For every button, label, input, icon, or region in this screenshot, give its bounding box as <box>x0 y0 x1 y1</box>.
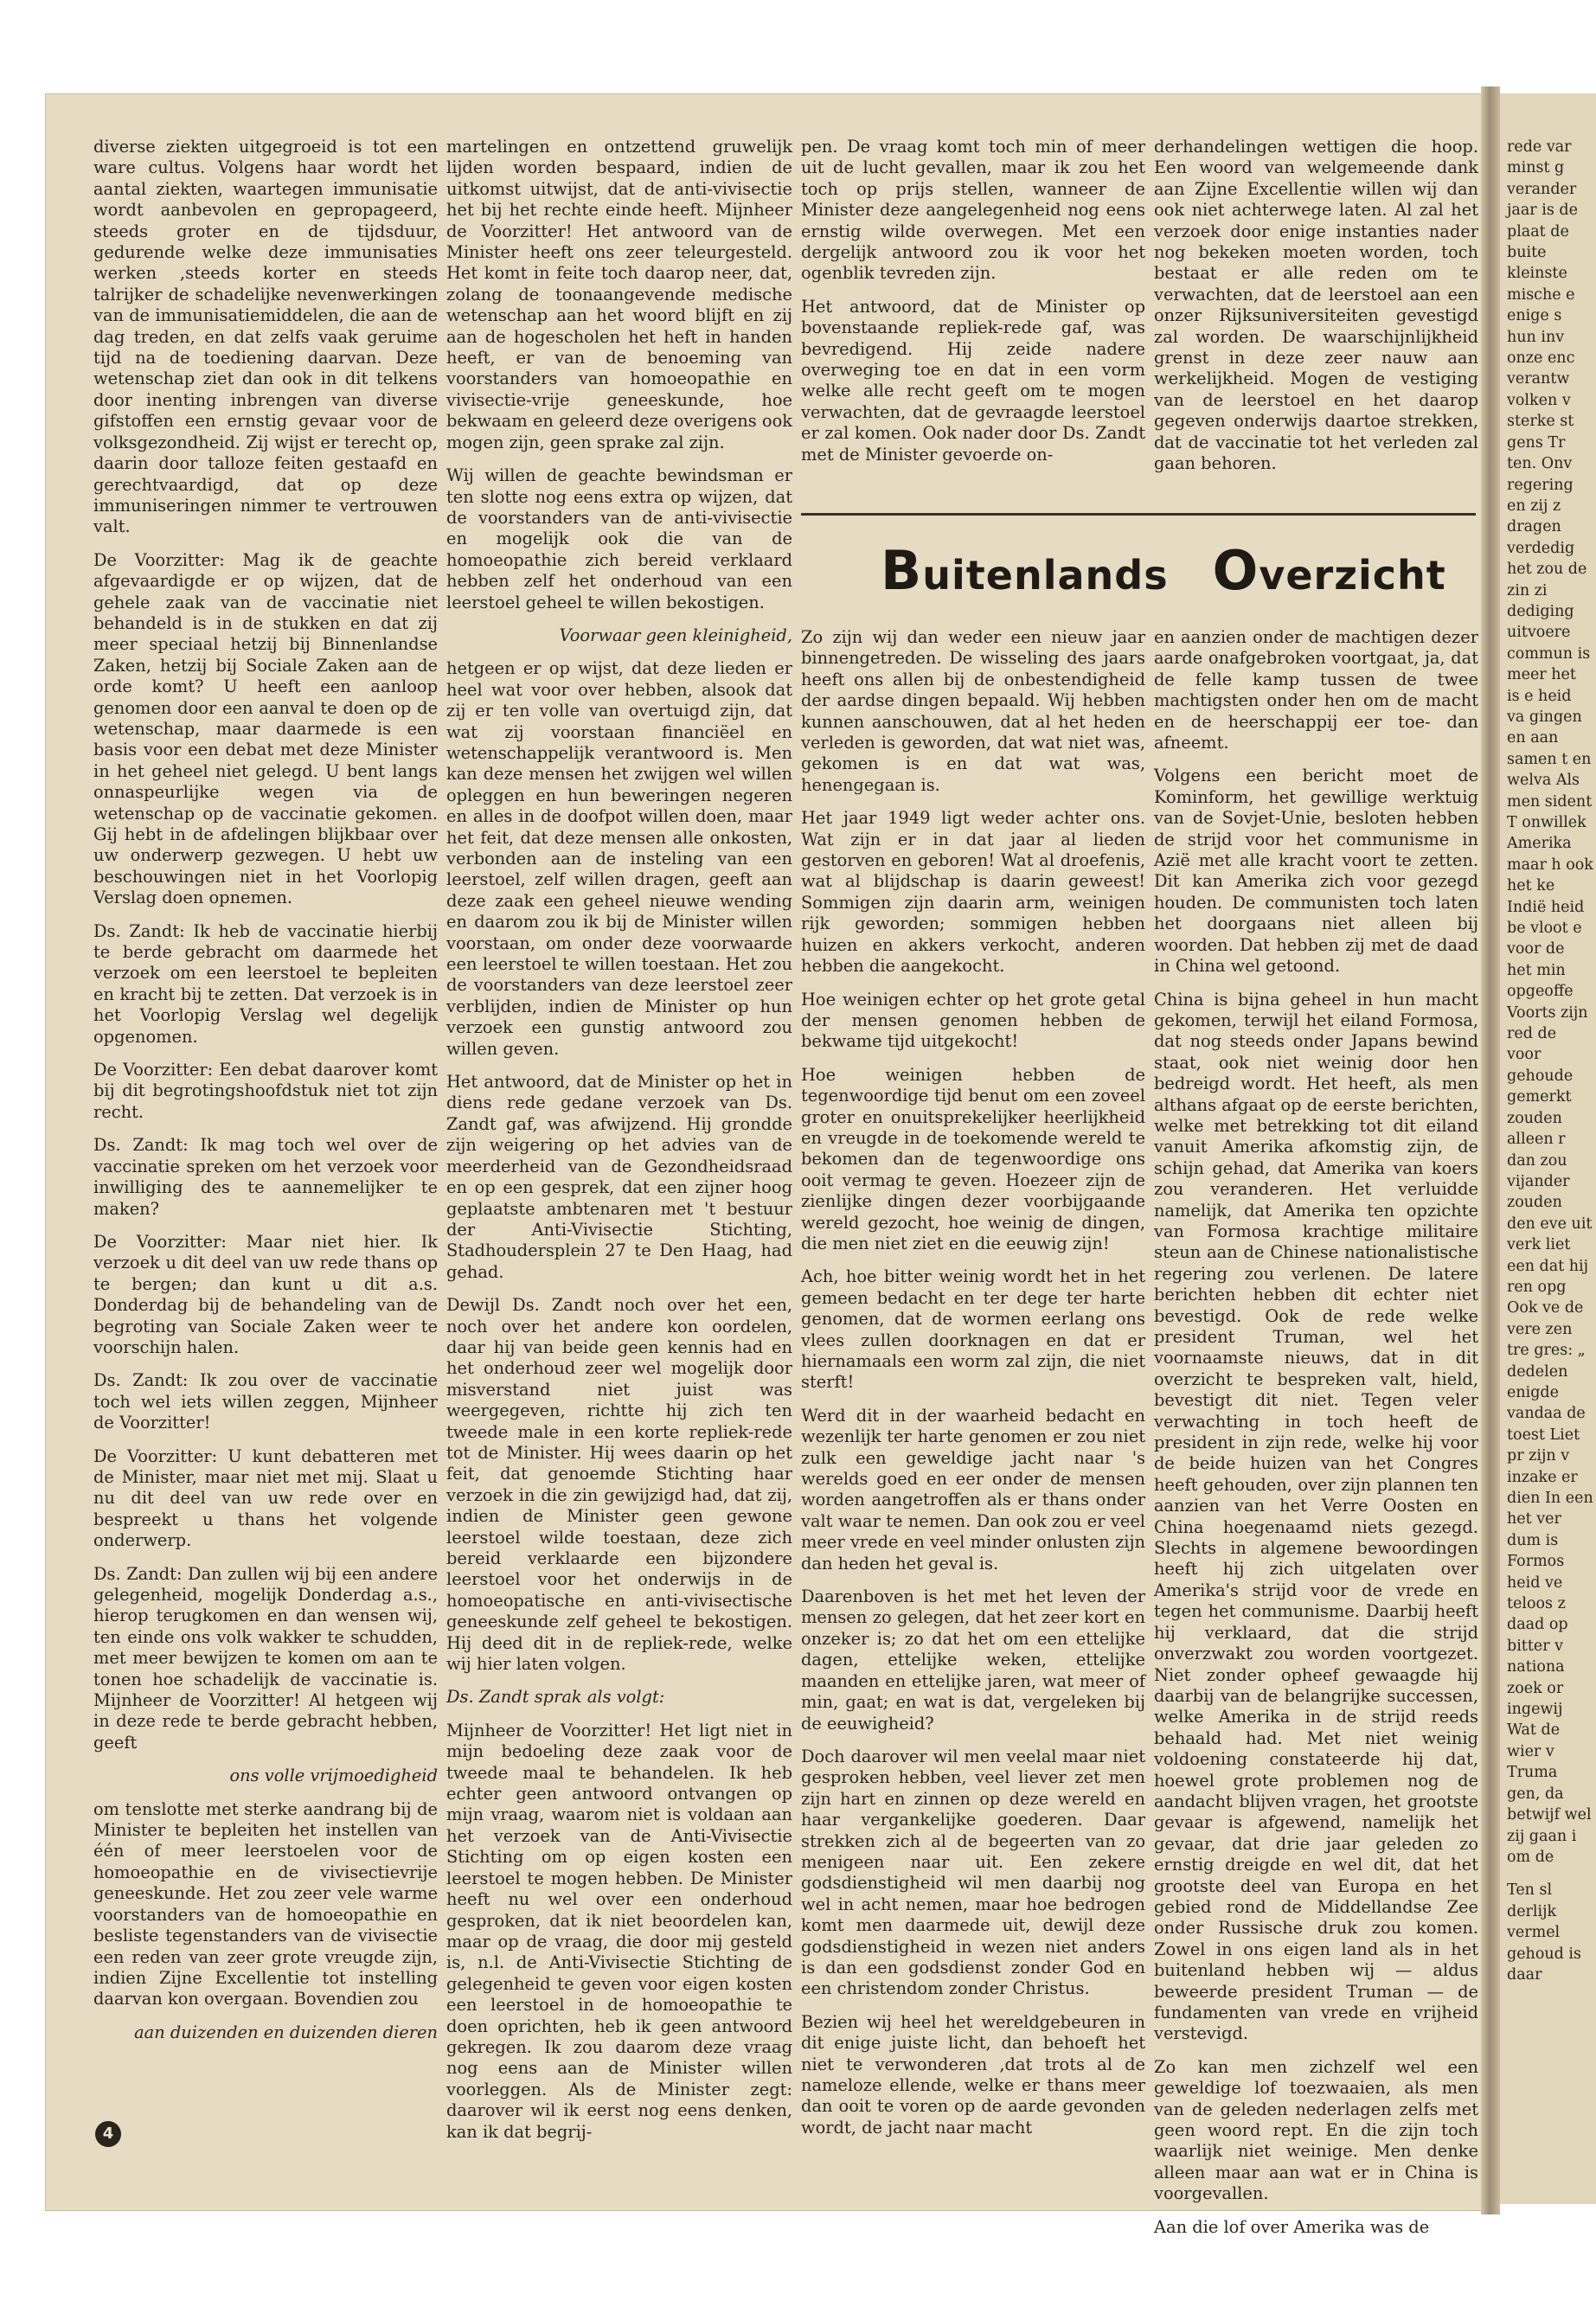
paragraph: Hoe weinigen hebben de tegenwoordige tijd benut om een zoveel groter en onuitsprekelijker heerlijkheid en vreugde in de toekomende wereld te bekomen dan de tegenwoordige ons ooit vermag te geven. Hoezeer zijn de zienlijke dingen dezer voorbijgaande wereld gezocht, hoe weinig de dingen, die men niet ziet en die eeuwig zijn! <box>801 1064 1145 1253</box>
paragraph: Ds. Zandt: Ik mag toch wel over de vaccinatie spreken om het verzoek voor inwilliging des te aannemelijker te maken? <box>93 1135 438 1219</box>
paragraph: martelingen en ontzettend gruwelijk lijden worden bespaard, indien de uitkomst uitwijst, dat de anti-vivisectie het bij het rechte einde heeft. Mijnheer de Voorzitter! Het antwoord van de Minister heeft ons zeer teleurgesteld. Het komt in feite toch daarop neer, dat, zolang de toonaangevende medische wetenschap aan het woord blijft en zij aan de hogescholen het heft in handen heeft, er van de benoeming van voorstanders van homoeopathie en vivisectie-vrije geneeskunde, hoe bekwaam en geleerd deze overigens ook mogen zijn, geen sprake zal zijn. <box>446 137 792 452</box>
section-rule <box>801 513 1476 516</box>
paragraph: Doch daarover wil men veelal maar niet gesproken hebben, veel liever zet men zijn hart en zinnen op deze wereld en haar vergankelijke goederen. Daar strekken zich al de begeerten van zo menigeen naar uit. Een zekere godsdienstigheid wil men daarbij nog wel in acht nemen, maar hoe bedrogen komt men daarmede uit, dewijl deze godsdienstigheid in wezen niet anders is dan een godsdienst zonder God en een christendom zonder Christus. <box>801 1746 1145 1999</box>
paragraph: Ds. Zandt: Ik zou over de vaccinatie toch wel iets willen zeggen, Mijnheer de Voorzitter! <box>93 1370 438 1433</box>
paragraph: Zo zijn wij dan weder een nieuw jaar binnengetreden. De wisseling des jaars heeft ons allen bij de onbestendigheid der aardse dingen bepaald. Wij hebben kunnen aanschouwen, dat al het heden verleden is geworden, dat wat niet was, gekomen is en dat wat was, henengegaan is. <box>801 627 1145 795</box>
paragraph: Ten sl derlijk vermel gehoud is daar <box>1507 1881 1581 1984</box>
paragraph: De Voorzitter: Mag ik de geachte afgevaardigde er op wijzen, dat de gehele zaak van de vaccinatie niet behandeld is in de stukken en dat zij meer speciaal hetzij bij Binnenlandse Zaken, hetzij bij Sociale Zaken aan de orde komt? U heeft een aanloop genomen door een aanval te doen op de wetenschap, maar daarmede is een basis voor een debat met deze Minister in het geheel niet gelegd. U bent langs onnaspeurlijke wegen via de wetenschap op de vaccinatie gekomen. Gij hebt in de afdelingen blijkbaar over uw onderwerp gezwegen. U hebt uw beschouwingen niet in het Voorlopig Verslag doen opnemen. <box>93 549 438 908</box>
paragraph: Ach, hoe bitter weinig wordt het in het gemeen bedacht en ter dege ter harte genomen, dat de wormen eerlang ons vlees zullen doorknagen en dat er hiernamaals een worm zal zijn, die niet sterft! <box>801 1266 1145 1393</box>
subheading: aan duizenden en duizenden dieren <box>134 2022 438 2042</box>
paragraph: Hoe weinigen echter op het grote getal der mensen genomen hebben de bekwame tijd uitgekocht! <box>801 989 1145 1052</box>
paragraph: Ds. Zandt sprak als volgt: <box>446 1687 665 1708</box>
paragraph: Wij willen de geachte bewindsman er ten slotte nog eens extra op wijzen, dat de voorstanders van de anti-vivisectie en mogelijk ook die van de homoeopathie zich bereid verklaard hebben zelf het onderhoud van een leerstoel geheel te willen bekostigen. <box>446 465 792 612</box>
paragraph: China is bijna geheel in hun macht gekomen, terwijl het eiland Formosa, dat nog steeds onder Japans bewind staat, ook niet weinig door hen bedreigd wordt. Het heeft, als men althans afgaat op de eerste berichten, welke met betrekking tot dit eiland vanuit Amerika afkomstig zijn, de schijn gehad, dat Amerika van koers zou veranderen. Het verluidde namelijk, dat Amerika ten opzichte van Formosa krachtige militaire steun aan de Chinese nationalistische regering zou verlenen. De latere berichten hebben dit echter niet bevestigd. Ook de rede welke president Truman, wel het voornaamste nieuws, dat in dit overzicht te bespreken valt, hield, bevestigt dit niet. Tegen veler verwachting in toch heeft de president in zijn rede, welke hij voor de beide huizen van het Congres heeft gehouden, over zijn plannen ten aanzien van het Verre Oosten en China hoegenaamd niets gezegd. Slechts in algemene bewoordingen heeft hij zich uitgelaten over Amerika's strijd voor de vrede en tegen het communisme. Daarbij heeft hij verklaard, dat die strijd onverzwakt zou worden voortgezet. Niet zonder opheef gewaagde hij daarbij van de belangrijke successen, welke Amerika in de strijd reeds behaald had. Met niet weinig voldoening constateerde hij dat, hoewel grote problemen nog de aandacht blijven vragen, het grootste gevaar is afgewend, namelijk het gevaar, dat drie jaar geleden zo ernstig dreigde en wel dit, dat het grootste deel van Europa en het gebied rond de Middellandse Zee onder Russische druk zou komen. Zowel in ons eigen land als in het buitenland hebben wij — aldus beweerde president Truman — de fundamenten van vrede en vrijheid verstevigd. <box>1154 989 1478 2044</box>
section-heading: Buitenlands Overzicht <box>881 539 1446 602</box>
paragraph: Volgens een bericht moet de Kominform, het gewillige werktuig van de Sovjet-Unie, besloten hebben de strijd voor het communisme in Azië met alle kracht voort te zetten. Dit kan Amerika zich voor gezegd houden. De communisten toch laten het doorgaans niet alleen bij woorden. Dat hebben zij met de daad in China wel getoond. <box>1154 766 1478 977</box>
paragraph: rede var minst g verander jaar is de plaat de buite kleinste mische e enige s hun inv onze enc verantw volken v sterke st gens Tr ten. Onv regering en zij z dragen verdedig het zou de zin zi dediging uitvoere commun is meer het is e heid va gingen en aan samen t en welva Als men sident T onwillek Amerika maar h ook het ke Indië heid be vloot e voor de het min opgeoffe Voorts zijn red de voor gehoude gemerkt zouden alleen r dan zou vijander zouden den eve uit verk liet een dat hij ren opg Ook ve de vere zen tre gres: „ dedelen enigde vandaa de toest Liet pr zijn v inzake er dien In een het ver dum is Formos heid ve teloos z daad op bitter v nationa zoek or ingewij Wat de wier v Truma gen, da betwijf wel zij gaan i om de <box>1507 138 1593 1866</box>
column-5-cutoff <box>1507 137 1593 2170</box>
paragraph: Mijnheer de Voorzitter! Het ligt niet in mijn bedoeling deze zaak voor de tweede maal te behandelen. Ik heb echter geen antwoord ontvangen op mijn vraag, waarom niet is voldaan aan het verzoek van de Anti-Vivisectie Stichting om op eigen kosten een leerstoel te mogen hebben. De Minister heeft nu wel over een onderhoud gesproken, dat ik niet beoordelen kan, maar op de vraag, die door mij gesteld is, n.l. de Anti-Vivisectie Stichting de gelegenheid te geven voor eigen kosten een leerstoel in de homoeopathie te doen oprichten, heb ik geen antwoord gekregen. Ik zou daarom deze vraag nog eens aan de Minister willen voorleggen. Als de Minister zegt: daarover wil ik eerst nog eens denken, kan ik dat begrij- <box>446 1720 792 2142</box>
paragraph: diverse ziekten uitgegroeid is tot een ware cultus. Volgens haar wordt het aantal ziekten, waartegen immunisatie wordt aanbevolen en gepropageerd, steeds groter en de tijdsduur, gedurende welke deze immunisaties werken ,steeds korter en steeds talrijker de schadelijke nevenwerkingen van de immunisatiemiddelen, die aan de dag treden, en dat zelfs vaak geruime tijd na de toediening daarvan. Deze wetenschap ziet dan ook in dit telkens door inenting inbrengen van diverse gifstoffen een ernstig gevaar voor de volksgezondheid. Zij wijst er terecht op, daarin door talloze feiten gestaafd en gerechtvaardigd, dat op deze immuniseringen nimmer te vertrouwen valt. <box>93 137 438 537</box>
paragraph: Ds. Zandt: Dan zullen wij bij een andere gelegenheid, mogelijk Donderdag a.s., hierop terugkomen en dan wensen wij, ten einde ons volk wakker te schudden, met meer bewijzen te komen om aan te tonen hoe schadelijk de vaccinatie is. Mijnheer de Voorzitter! Al hetgeen wij in deze rede te berde gebracht hebben, geeft <box>93 1563 438 1753</box>
paragraph: Het antwoord, dat de Minister op het in diens rede gedane verzoek van Ds. Zandt gaf, was afwijzend. Hij grondde zijn weigering op het advies van de meerderheid van de Gezondheidsraad en op een gesprek, dat een zijner hoog geplaatste ambtenaren met 't bestuur der Anti-Vivisectie Stichting, Stadhoudersplein 27 te Den Haag, had gehad. <box>446 1072 792 1282</box>
paragraph: Dewijl Ds. Zandt noch over het een, noch over het andere kon oordelen, daar hij van beide geen kennis had en het onderhoud zeer wel mogelijk door misverstand niet juist was weergegeven, richtte hij zich ten tweede male in een korte repliek-rede tot de Minister. Hij wees daarin op het feit, dat genoemde Stichting haar verzoek in die zin gewijzigd had, dat zij, indien de Minister geen gewone leerstoel wilde toestaan, deze zich bereid verklaarde een bijzondere leerstoel voor het onderwijs in de homoeopatische en anti-vivisectische geneeskunde zelf geheel te bekostigen. Hij deed dit in de repliek-rede, welke wij hier laten volgen. <box>446 1295 792 1675</box>
paragraph: Bezien wij heel het wereldgebeuren in dit enige juiste licht, dan behoeft het niet te verwonderen ,dat trots al de nameloze ellende, welke er thans meer dan ooit te voren op de aarde gevonden wordt, de jacht naar macht <box>801 2011 1145 2138</box>
paragraph: pen. De vraag komt toch min of meer uit de lucht gevallen, maar ik zou het toch op prijs stellen, wanneer de Minister deze aangelegenheid nog eens ernstig wilde overwegen. Met een dergelijk antwoord zou ik voor het ogenblik tevreden zijn. <box>801 137 1145 284</box>
paragraph: Daarenboven is het met het leven der mensen zo gelegen, dat het zeer kort en onzeker is; zo dat het om een ettelijke dagen, ettelijke weken, ettelijke maanden en ettelijke jaren, wat meer of min, gaat; en wat is dat, vergeleken bij de eeuwigheid? <box>801 1586 1145 1734</box>
paragraph: Zo kan men zichzelf wel een geweldige lof toezwaaien, als men van de geleden nederlagen zelfs met geen woord rept. En die zijn toch waarlijk niet weinige. Men denke alleen maar aan wat er in China is voorgevallen. <box>1154 2056 1478 2204</box>
paragraph: en aanzien onder de machtigen dezer aarde onafgebroken voortgaat, ja, dat de felle kamp tussen de twee machtigsten onder hen om de macht en de heerschappij eer toe- dan afneemt. <box>1154 627 1478 753</box>
subheading: Voorwaar geen kleinigheid, <box>559 625 792 645</box>
paragraph: hetgeen er op wijst, dat deze lieden er heel wat voor over hebben, alsook dat zij er ten volle van overtuigd zijn, dat wat zij voorstaan financiëel en wetenschappelijk verantwoord is. Men kan deze mensen het zwijgen wel willen opleggen en hun beweringen negeren en alles in de doofpot willen doen, maar het feit, dat deze mensen alle onkosten, verbonden aan de insteling van een leerstoel, zelf willen dragen, geeft aan deze zaak een geheel nieuwe wending en daarom zou ik bij de Minister willen voorstaan, om onder deze voorwaarde een leerstoel te willen toestaan. Het zou de voorstanders van deze leerstoel zeer verblijden, indien de Minister op hun verzoek een gunstig antwoord zou willen geven. <box>446 658 792 1059</box>
paragraph: Het antwoord, dat de Minister op bovenstaande repliek-rede gaf, was bevredigend. Hij zeide nadere overweging toe en dat in een vorm welke alle recht geeft om te mogen verwachten, dat de gevraagde leerstoel er zal komen. Ook nader door Ds. Zandt met de Minister gevoerde on- <box>801 296 1145 465</box>
column-3-bottom <box>801 627 1145 2138</box>
column-4-top <box>1154 137 1478 526</box>
paragraph: Het jaar 1949 ligt weder achter ons. Wat zijn er in dat jaar al lieden gestorven en geboren! Wat al droefenis, wat al blijdschap is daarin geweest! Sommigen zijn daarin arm, weinigen rijk geworden; sommigen hebben huizen en akkers verkocht, anderen hebben die aangekocht. <box>801 808 1145 977</box>
paragraph: De Voorzitter: Een debat daarover komt bij dit begrotingshoofdstuk niet tot zijn recht. <box>93 1060 438 1122</box>
column-3-top <box>801 137 1145 526</box>
column-4-bottom <box>1154 627 1478 2237</box>
paragraph: om tenslotte met sterke aandrang bij de Minister te bepleiten het instellen van één of meer leerstoelen voor de homoeopathie en de vivisectievrije geneeskunde. Het zou zeer vele warme voorstanders van de homoeopathie en besliste tegenstanders van de vivisectie een reden van zeer grote vreugde zijn, indien Zijne Excellentie tot instelling daarvan kon overgaan. Bovendien zou <box>93 1798 438 2009</box>
page-number: 4 <box>95 2121 121 2147</box>
paragraph: Werd dit in der waarheid bedacht en wezenlijk ter harte genomen er zou niet zulk een geweldige jacht naar 's werelds goed en eer onder de mensen worden aangetroffen als er thans onder valt waar te nemen. Dan ook zou er veel meer vrede en veel minder onlusten zijn dan heden het geval is. <box>801 1405 1145 1574</box>
column-2 <box>446 137 792 2142</box>
paragraph: De Voorzitter: Maar niet hier. Ik verzoek u dit deel van uw rede thans op te bergen; dan kunt u dit a.s. Donderdag bij de behandeling van de begroting van Sociale Zaken weer te voorschijn halen. <box>93 1231 438 1357</box>
paragraph: derhandelingen wettigen die hoop. Een woord van welgemeende dank aan Zijne Excellentie willen wij dan ook niet achterwege laten. Al zal het verzoek door enige instanties nader nog bekeken moeten worden, toch bestaat er alle reden om te verwachten, dat de leerstoel aan een onzer Rijksuniversiteiten gevestigd zal worden. De waarschijnlijkheid grenst in deze zeer nauw aan werkelijkheid. Mogen de vestiging van de leerstoel en het daarop gegeven onderwijs daartoe strekken, dat de vaccinatie tot het verleden zal gaan behoren. <box>1154 137 1478 474</box>
paragraph: Ds. Zandt: Ik heb de vaccinatie hierbij te berde gebracht om daarmede het verzoek om een leerstoel te bepleiten en kracht bij te zetten. Dat verzoek is in het Voorlopig Verslag wel degelijk opgenomen. <box>93 920 438 1047</box>
column-1 <box>93 137 438 2126</box>
paragraph: Aan die lof over Amerika was de <box>1154 2216 1430 2237</box>
page-fold <box>1481 87 1500 2214</box>
paragraph: De Voorzitter: U kunt debatteren met de Minister, maar niet met mij. Slaat u nu dit deel van uw rede over en bespreekt u thans het volgende onderwerp. <box>93 1445 438 1551</box>
subheading: ons volle vrijmoedigheid <box>229 1766 438 1786</box>
